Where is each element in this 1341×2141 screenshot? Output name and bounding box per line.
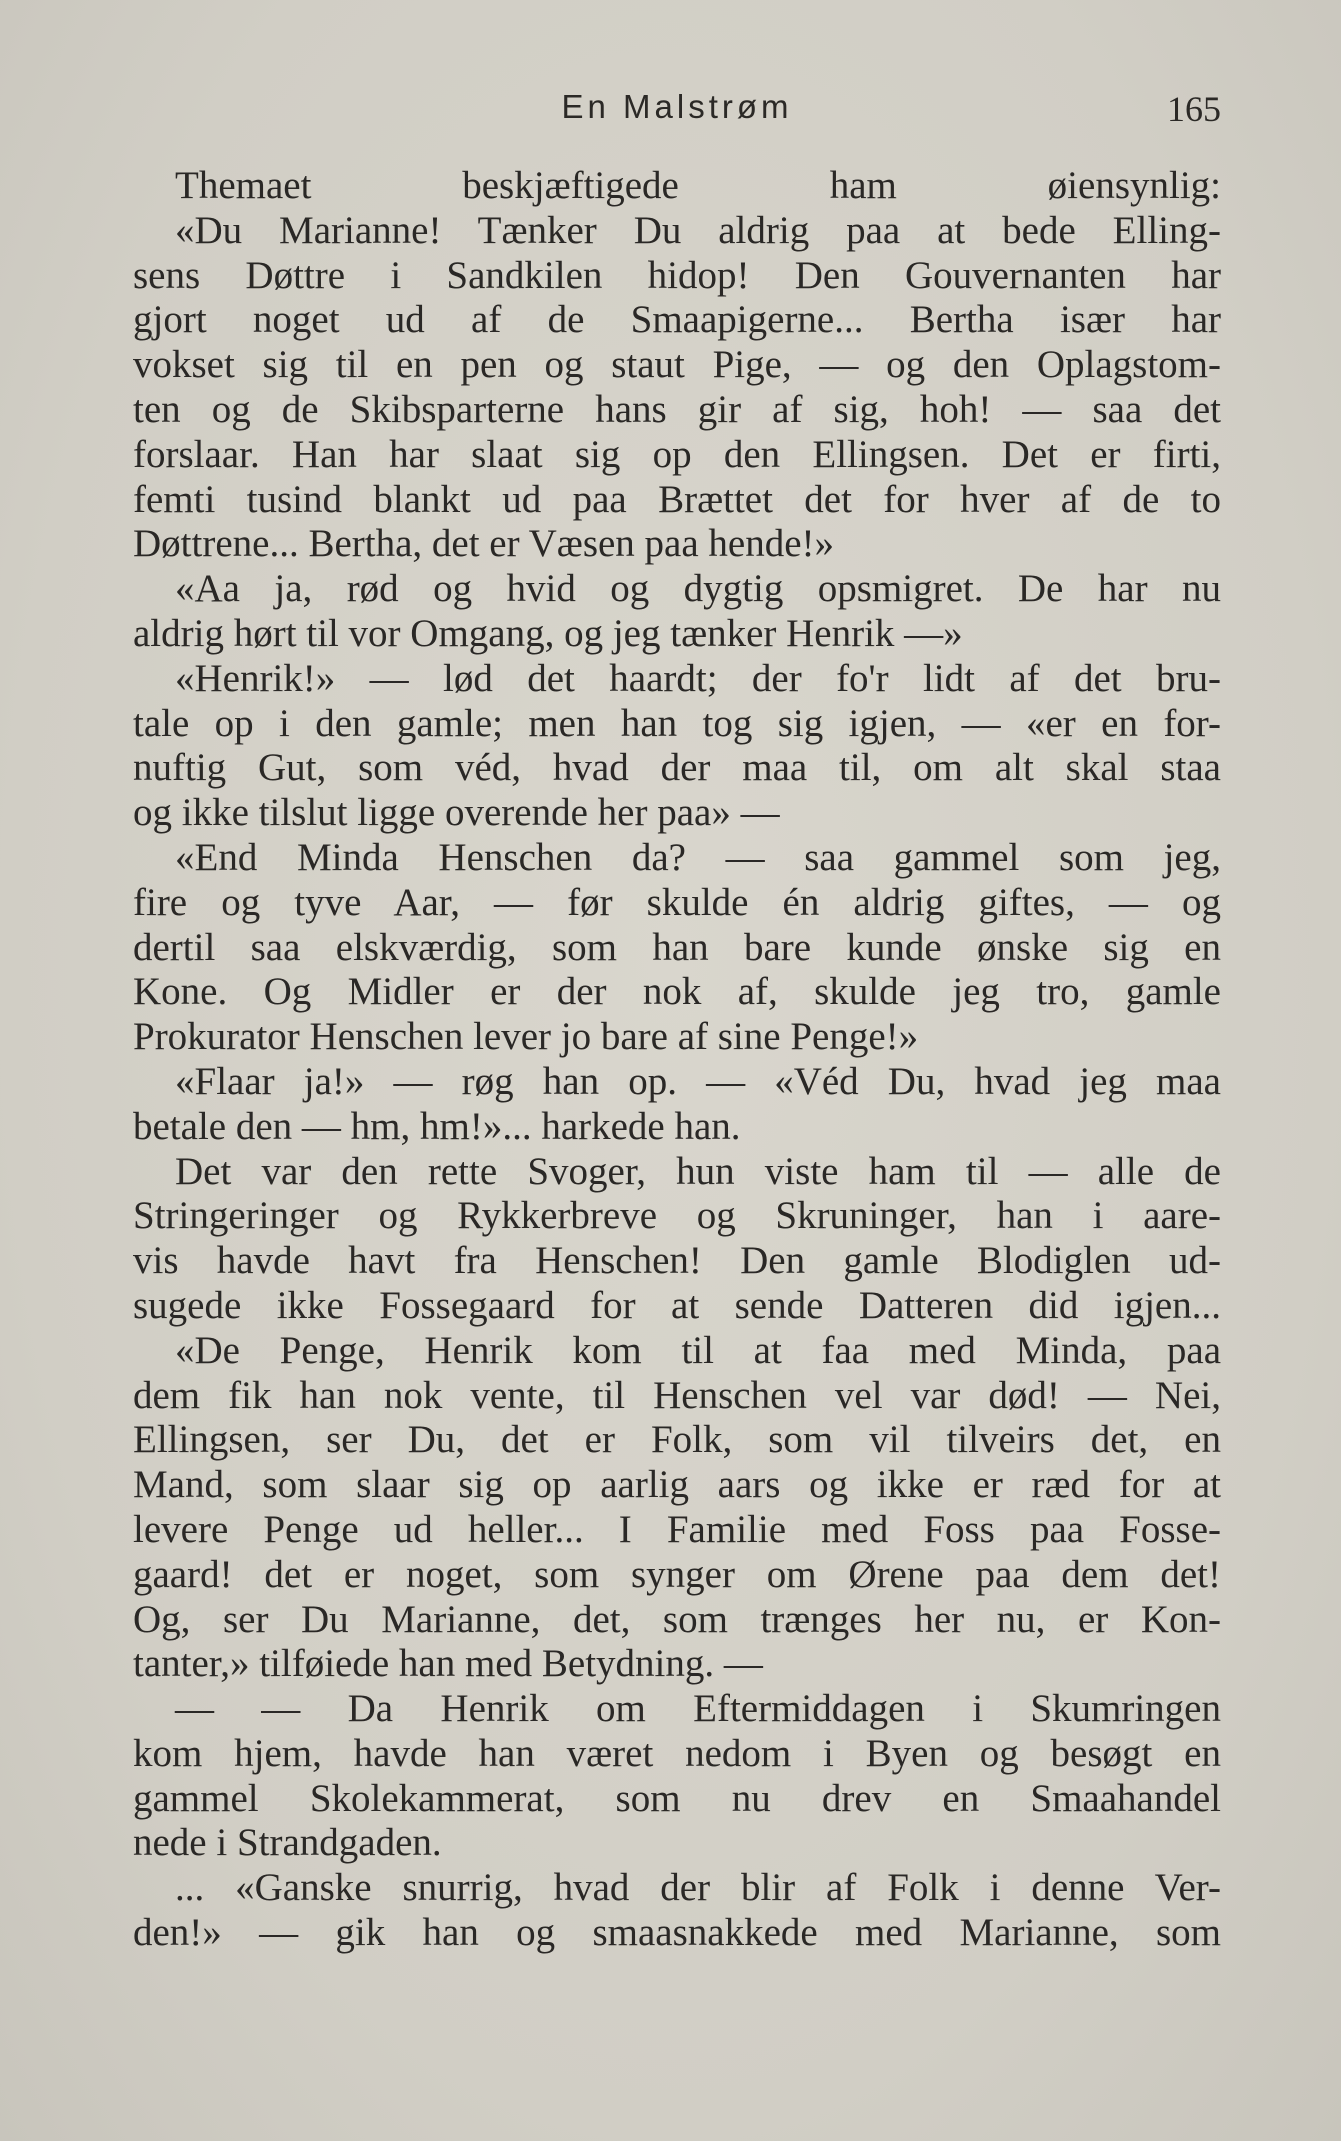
text-line: Kone. Og Midler er der nok af, skulde jeg tro, gamle	[133, 970, 1221, 1014]
text-line: forslaar. Han har slaat sig op den Ellingsen. Det er firti,	[133, 432, 1221, 476]
text-line: kom hjem, havde han været nedom i Byen og besøgt en	[133, 1731, 1221, 1775]
text-line: fire og tyve Aar, — før skulde én aldrig giftes, — og	[133, 880, 1221, 924]
text-line: Prokurator Henschen lever jo bare af sine Penge!»	[133, 1015, 919, 1059]
text-line: Det var den rette Svoger, hun viste ham til — alle de	[175, 1149, 1221, 1193]
text-line: Mand, som slaar sig op aarlig aars og ikke er ræd for at	[133, 1463, 1221, 1507]
body-text	[133, 164, 1221, 1956]
text-line: tale op i den gamle; men han tog sig igjen, — «er en for-	[133, 701, 1221, 745]
text-line: Og, ser Du Marianne, det, som trænges her nu, er Kon-	[133, 1597, 1221, 1641]
running-head	[133, 88, 1221, 138]
text-line: femti tusind blankt ud paa Brættet det for hver af de to	[133, 477, 1221, 521]
text-line: gammel Skolekammerat, som nu drev en Smaahandel	[133, 1776, 1221, 1820]
text-line: — — Da Henrik om Eftermiddagen i Skumringen	[175, 1687, 1221, 1731]
text-line: vis havde havt fra Henschen! Den gamle Blodiglen ud-	[133, 1239, 1221, 1283]
text-line: Themaet beskjæftigede ham øiensynlig:	[175, 164, 1221, 207]
text-line: «De Penge, Henrik kom til at faa med Minda, paa	[175, 1328, 1221, 1372]
text-line: aldrig hørt til vor Omgang, og jeg tænker Henrik —»	[133, 611, 963, 655]
text-line: «End Minda Henschen da? — saa gammel som jeg,	[175, 835, 1221, 879]
text-line: og ikke tilslut ligge overende her paa» —	[133, 791, 780, 835]
text-line: gaard! det er noget, som synger om Ørene paa dem det!	[133, 1552, 1221, 1596]
text-line: «Henrik!» — lød det haardt; der fo'r lidt af det bru-	[175, 656, 1221, 700]
text-line: sens Døttre i Sandkilen hidop! Den Gouvernanten har	[133, 253, 1221, 297]
text-line: Ellingsen, ser Du, det er Folk, som vil tilveirs det, en	[133, 1418, 1221, 1462]
text-line: dertil saa elskværdig, som han bare kunde ønske sig en	[133, 925, 1221, 969]
text-line: nuftig Gut, som véd, hvad der maa til, om alt skal staa	[133, 746, 1221, 790]
text-line: «Flaar ja!» — røg han op. — «Véd Du, hvad jeg maa	[175, 1059, 1221, 1103]
text-line: dem fik han nok vente, til Henschen vel var død! — Nei,	[133, 1373, 1221, 1417]
text-line: tanter,» tilføiede han med Betydning. —	[133, 1642, 763, 1686]
text-line: sugede ikke Fossegaard for at sende Datteren did igjen...	[133, 1283, 1221, 1327]
text-line: levere Penge ud heller... I Familie med Foss paa Fosse-	[133, 1507, 1221, 1551]
text-line: «Aa ja, rød og hvid og dygtig opsmigret. De har nu	[175, 567, 1221, 611]
text-line: Døttrene... Bertha, det er Væsen paa hende!»	[133, 522, 835, 566]
text-line: nede i Strandgaden.	[133, 1821, 442, 1865]
text-line: ten og de Skibsparterne hans gir af sig, hoh! — saa det	[133, 387, 1221, 431]
page-number: 165	[1167, 89, 1221, 129]
text-line: Stringeringer og Rykkerbreve og Skruninger, han i aare-	[133, 1194, 1221, 1238]
text-line: «Du Marianne! Tænker Du aldrig paa at bede Elling-	[175, 208, 1221, 252]
text-line: gjort noget ud af de Smaapigerne... Bertha især har	[133, 298, 1221, 342]
running-title: En Malstrøm	[561, 88, 793, 125]
text-line: ... «Ganske snurrig, hvad der blir af Folk i denne Ver-	[175, 1866, 1221, 1910]
text-line: vokset sig til en pen og staut Pige, — og den Oplagstom-	[133, 343, 1221, 387]
text-line: betale den — hm, hm!»... harkede han.	[133, 1104, 741, 1148]
text-line: den!» — gik han og smaasnakkede med Marianne, som	[133, 1911, 1221, 1955]
